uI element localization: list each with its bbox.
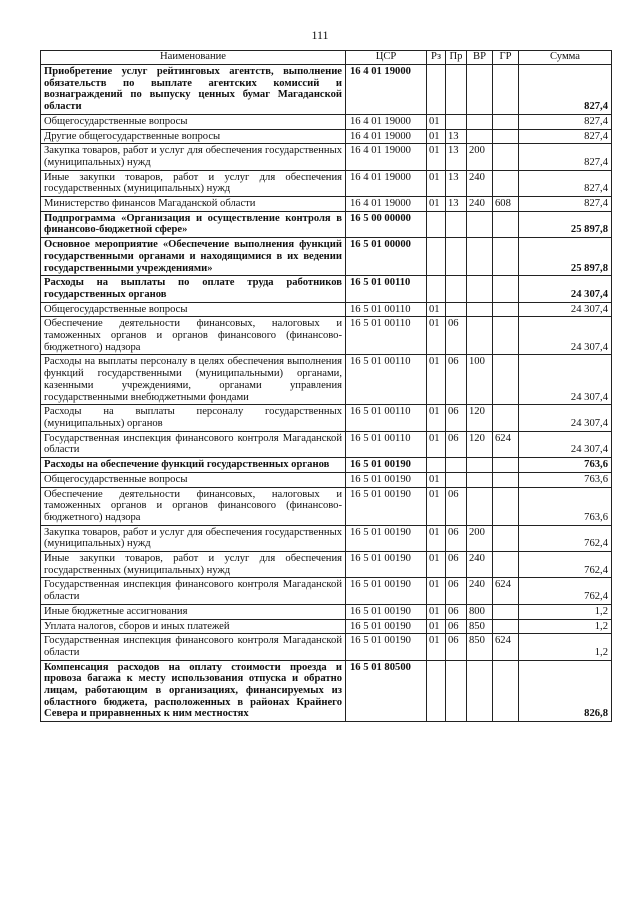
cell-sum: 24 307,4 [519,355,612,405]
header-sum: Сумма [519,51,612,65]
table-row [41,487,612,525]
page-number: 111 [311,28,329,42]
cell-rz: 01 [427,525,446,551]
cell-sum: 1,2 [519,619,612,634]
header-pr: Пр [446,51,467,65]
cell-name: Иные закупки товаров, работ и услуг для обеспечения государственных (муниципальных) нужд [41,170,346,196]
budget-table [40,50,612,722]
cell-rz: 01 [427,114,446,129]
cell-pr: 13 [446,129,467,144]
cell-vr [467,317,493,355]
cell-rz [427,660,446,722]
cell-sum: 762,4 [519,525,612,551]
cell-gr: 624 [493,431,519,457]
cell-sum: 826,8 [519,660,612,722]
cell-rz: 01 [427,144,446,170]
cell-csr: 16 5 01 00190 [346,619,427,634]
cell-name: Обеспечение деятельности финансовых, налоговых и таможенных органов и органов финансового (финансово-бюджетного) надзора [41,487,346,525]
cell-pr [446,458,467,473]
cell-pr: 06 [446,355,467,405]
cell-pr: 06 [446,552,467,578]
table-row [41,129,612,144]
cell-rz: 01 [427,317,446,355]
cell-vr: 100 [467,355,493,405]
cell-rz [427,211,446,237]
cell-vr [467,65,493,115]
table-row [41,211,612,237]
cell-gr: 608 [493,197,519,212]
header-csr: ЦСР [346,51,427,65]
cell-rz: 01 [427,619,446,634]
table-row [41,525,612,551]
cell-csr: 16 4 01 19000 [346,65,427,115]
cell-gr [493,65,519,115]
cell-rz [427,276,446,302]
table-row [41,114,612,129]
cell-rz: 01 [427,552,446,578]
cell-vr: 850 [467,619,493,634]
header-row [41,51,612,65]
cell-vr: 240 [467,552,493,578]
cell-gr [493,619,519,634]
cell-sum: 827,4 [519,129,612,144]
cell-gr [493,302,519,317]
cell-pr [446,211,467,237]
cell-rz: 01 [427,197,446,212]
cell-vr [467,276,493,302]
cell-name: Уплата налогов, сборов и иных платежей [41,619,346,634]
cell-csr: 16 4 01 19000 [346,114,427,129]
cell-gr [493,129,519,144]
table-row [41,405,612,431]
table-row [41,197,612,212]
cell-gr [493,170,519,196]
cell-sum: 763,6 [519,472,612,487]
cell-pr: 13 [446,197,467,212]
cell-vr: 240 [467,578,493,604]
cell-rz: 01 [427,302,446,317]
cell-name: Государственная инспекция финансового контроля Магаданской области [41,578,346,604]
cell-gr [493,458,519,473]
cell-name: Иные закупки товаров, работ и услуг для обеспечения государственных (муниципальных) нужд [41,552,346,578]
cell-pr: 06 [446,431,467,457]
cell-pr: 06 [446,405,467,431]
cell-rz [427,238,446,276]
header-rz: Рз [427,51,446,65]
cell-csr: 16 5 01 00110 [346,276,427,302]
cell-csr: 16 5 01 00190 [346,487,427,525]
cell-name: Общегосударственные вопросы [41,114,346,129]
cell-name: Расходы на обеспечение функций государственных органов [41,458,346,473]
cell-vr [467,211,493,237]
cell-vr: 120 [467,405,493,431]
table-row [41,552,612,578]
cell-vr: 200 [467,525,493,551]
table-row [41,65,612,115]
table-row [41,238,612,276]
table-row [41,302,612,317]
cell-sum: 827,4 [519,114,612,129]
cell-pr: 06 [446,487,467,525]
cell-sum: 827,4 [519,144,612,170]
cell-rz [427,65,446,115]
cell-name: Основное мероприятие «Обеспечение выполнения функций государственными органами и находящимися в их ведении государственными учреждениями» [41,238,346,276]
cell-name: Общегосударственные вопросы [41,472,346,487]
cell-gr [493,276,519,302]
cell-csr: 16 5 01 00190 [346,578,427,604]
cell-name: Общегосударственные вопросы [41,302,346,317]
cell-sum: 1,2 [519,634,612,660]
cell-csr: 16 4 01 19000 [346,197,427,212]
cell-gr [493,604,519,619]
cell-csr: 16 5 01 00190 [346,634,427,660]
cell-sum: 1,2 [519,604,612,619]
cell-gr: 624 [493,578,519,604]
table-row [41,170,612,196]
cell-pr: 06 [446,604,467,619]
cell-pr [446,472,467,487]
cell-pr [446,660,467,722]
cell-name: Государственная инспекция финансового контроля Магаданской области [41,634,346,660]
cell-pr [446,114,467,129]
cell-rz: 01 [427,487,446,525]
cell-sum: 24 307,4 [519,431,612,457]
cell-gr [493,552,519,578]
cell-csr: 16 5 01 00000 [346,238,427,276]
cell-gr [493,487,519,525]
table-row [41,144,612,170]
cell-pr [446,302,467,317]
cell-csr: 16 5 01 00110 [346,317,427,355]
header-gr: ГР [493,51,519,65]
cell-gr [493,660,519,722]
cell-vr: 240 [467,197,493,212]
cell-vr [467,487,493,525]
cell-name: Расходы на выплаты персоналу государственных (муниципальных) органов [41,405,346,431]
table-row [41,634,612,660]
cell-csr: 16 5 01 00190 [346,604,427,619]
cell-name: Подпрограмма «Организация и осуществление контроля в финансово-бюджетной сфере» [41,211,346,237]
cell-sum: 763,6 [519,487,612,525]
cell-name: Компенсация расходов на оплату стоимости проезда и провоза багажа к месту использования отпуска и обратно лицам, работающим в организациях, финансируемых из областного бюджета, расположенных в районах Крайнего Севера и приравненных к ним местностях [41,660,346,722]
cell-csr: 16 5 01 00110 [346,405,427,431]
table-row [41,458,612,473]
cell-sum: 763,6 [519,458,612,473]
cell-sum: 24 307,4 [519,302,612,317]
cell-gr [493,405,519,431]
cell-sum: 25 897,8 [519,238,612,276]
cell-csr: 16 4 01 19000 [346,144,427,170]
cell-vr [467,302,493,317]
table-row [41,660,612,722]
cell-pr: 06 [446,634,467,660]
cell-csr: 16 5 01 00110 [346,302,427,317]
cell-sum: 827,4 [519,197,612,212]
cell-rz: 01 [427,578,446,604]
cell-rz: 01 [427,170,446,196]
cell-sum: 24 307,4 [519,405,612,431]
cell-sum: 762,4 [519,578,612,604]
table-body [41,65,612,722]
cell-vr: 240 [467,170,493,196]
table-row [41,317,612,355]
cell-sum: 762,4 [519,552,612,578]
cell-name: Иные бюджетные ассигнования [41,604,346,619]
cell-gr [493,525,519,551]
cell-csr: 16 4 01 19000 [346,170,427,196]
cell-vr: 800 [467,604,493,619]
cell-rz: 01 [427,405,446,431]
cell-name: Закупка товаров, работ и услуг для обеспечения государственных (муниципальных) нужд [41,525,346,551]
cell-vr [467,129,493,144]
cell-rz: 01 [427,355,446,405]
cell-csr: 16 5 01 00190 [346,472,427,487]
cell-name: Закупка товаров, работ и услуг для обеспечения государственных (муниципальных) нужд [41,144,346,170]
cell-vr: 850 [467,634,493,660]
cell-rz: 01 [427,604,446,619]
cell-pr: 06 [446,317,467,355]
cell-sum: 24 307,4 [519,276,612,302]
cell-pr: 06 [446,619,467,634]
cell-gr [493,114,519,129]
cell-vr: 120 [467,431,493,457]
cell-name: Государственная инспекция финансового контроля Магаданской области [41,431,346,457]
table-row [41,355,612,405]
table-row [41,472,612,487]
header-vr: ВР [467,51,493,65]
cell-csr: 16 5 01 00110 [346,431,427,457]
cell-gr [493,238,519,276]
table-row [41,578,612,604]
cell-gr [493,144,519,170]
cell-vr [467,114,493,129]
table-row [41,431,612,457]
cell-vr: 200 [467,144,493,170]
cell-csr: 16 5 01 00190 [346,552,427,578]
cell-csr: 16 5 01 00190 [346,458,427,473]
cell-vr [467,472,493,487]
cell-sum: 827,4 [519,170,612,196]
cell-rz [427,458,446,473]
cell-pr: 06 [446,578,467,604]
cell-rz: 01 [427,431,446,457]
cell-sum: 24 307,4 [519,317,612,355]
cell-name: Министерство финансов Магаданской области [41,197,346,212]
cell-sum: 827,4 [519,65,612,115]
cell-csr: 16 5 01 80500 [346,660,427,722]
cell-gr [493,211,519,237]
cell-rz: 01 [427,472,446,487]
cell-csr: 16 5 00 00000 [346,211,427,237]
cell-gr: 624 [493,634,519,660]
cell-pr [446,238,467,276]
table-row [41,276,612,302]
cell-csr: 16 4 01 19000 [346,129,427,144]
cell-pr [446,276,467,302]
cell-sum: 25 897,8 [519,211,612,237]
cell-gr [493,472,519,487]
cell-pr: 06 [446,525,467,551]
header-name: Наименование [41,51,346,65]
cell-name: Приобретение услуг рейтинговых агентств, выполнение обязательств по выплате агентских комиссий и вознаграждений по выпуску ценных бумаг Магаданской области [41,65,346,115]
cell-pr [446,65,467,115]
cell-name: Расходы на выплаты по оплате труда работников государственных органов [41,276,346,302]
cell-name: Расходы на выплаты персоналу в целях обеспечения выполнения функций государственными (муниципальными) органами, казенными учреждениями, органами управления государственными внебюджетными фондами [41,355,346,405]
table-row [41,604,612,619]
cell-name: Обеспечение деятельности финансовых, налоговых и таможенных органов и органов финансового (финансово-бюджетного) надзора [41,317,346,355]
cell-vr [467,458,493,473]
cell-pr: 13 [446,144,467,170]
cell-rz: 01 [427,634,446,660]
cell-name: Другие общегосударственные вопросы [41,129,346,144]
cell-csr: 16 5 01 00110 [346,355,427,405]
cell-vr [467,660,493,722]
cell-vr [467,238,493,276]
cell-csr: 16 5 01 00190 [346,525,427,551]
cell-pr: 13 [446,170,467,196]
cell-gr [493,317,519,355]
table-row [41,619,612,634]
cell-gr [493,355,519,405]
cell-rz: 01 [427,129,446,144]
